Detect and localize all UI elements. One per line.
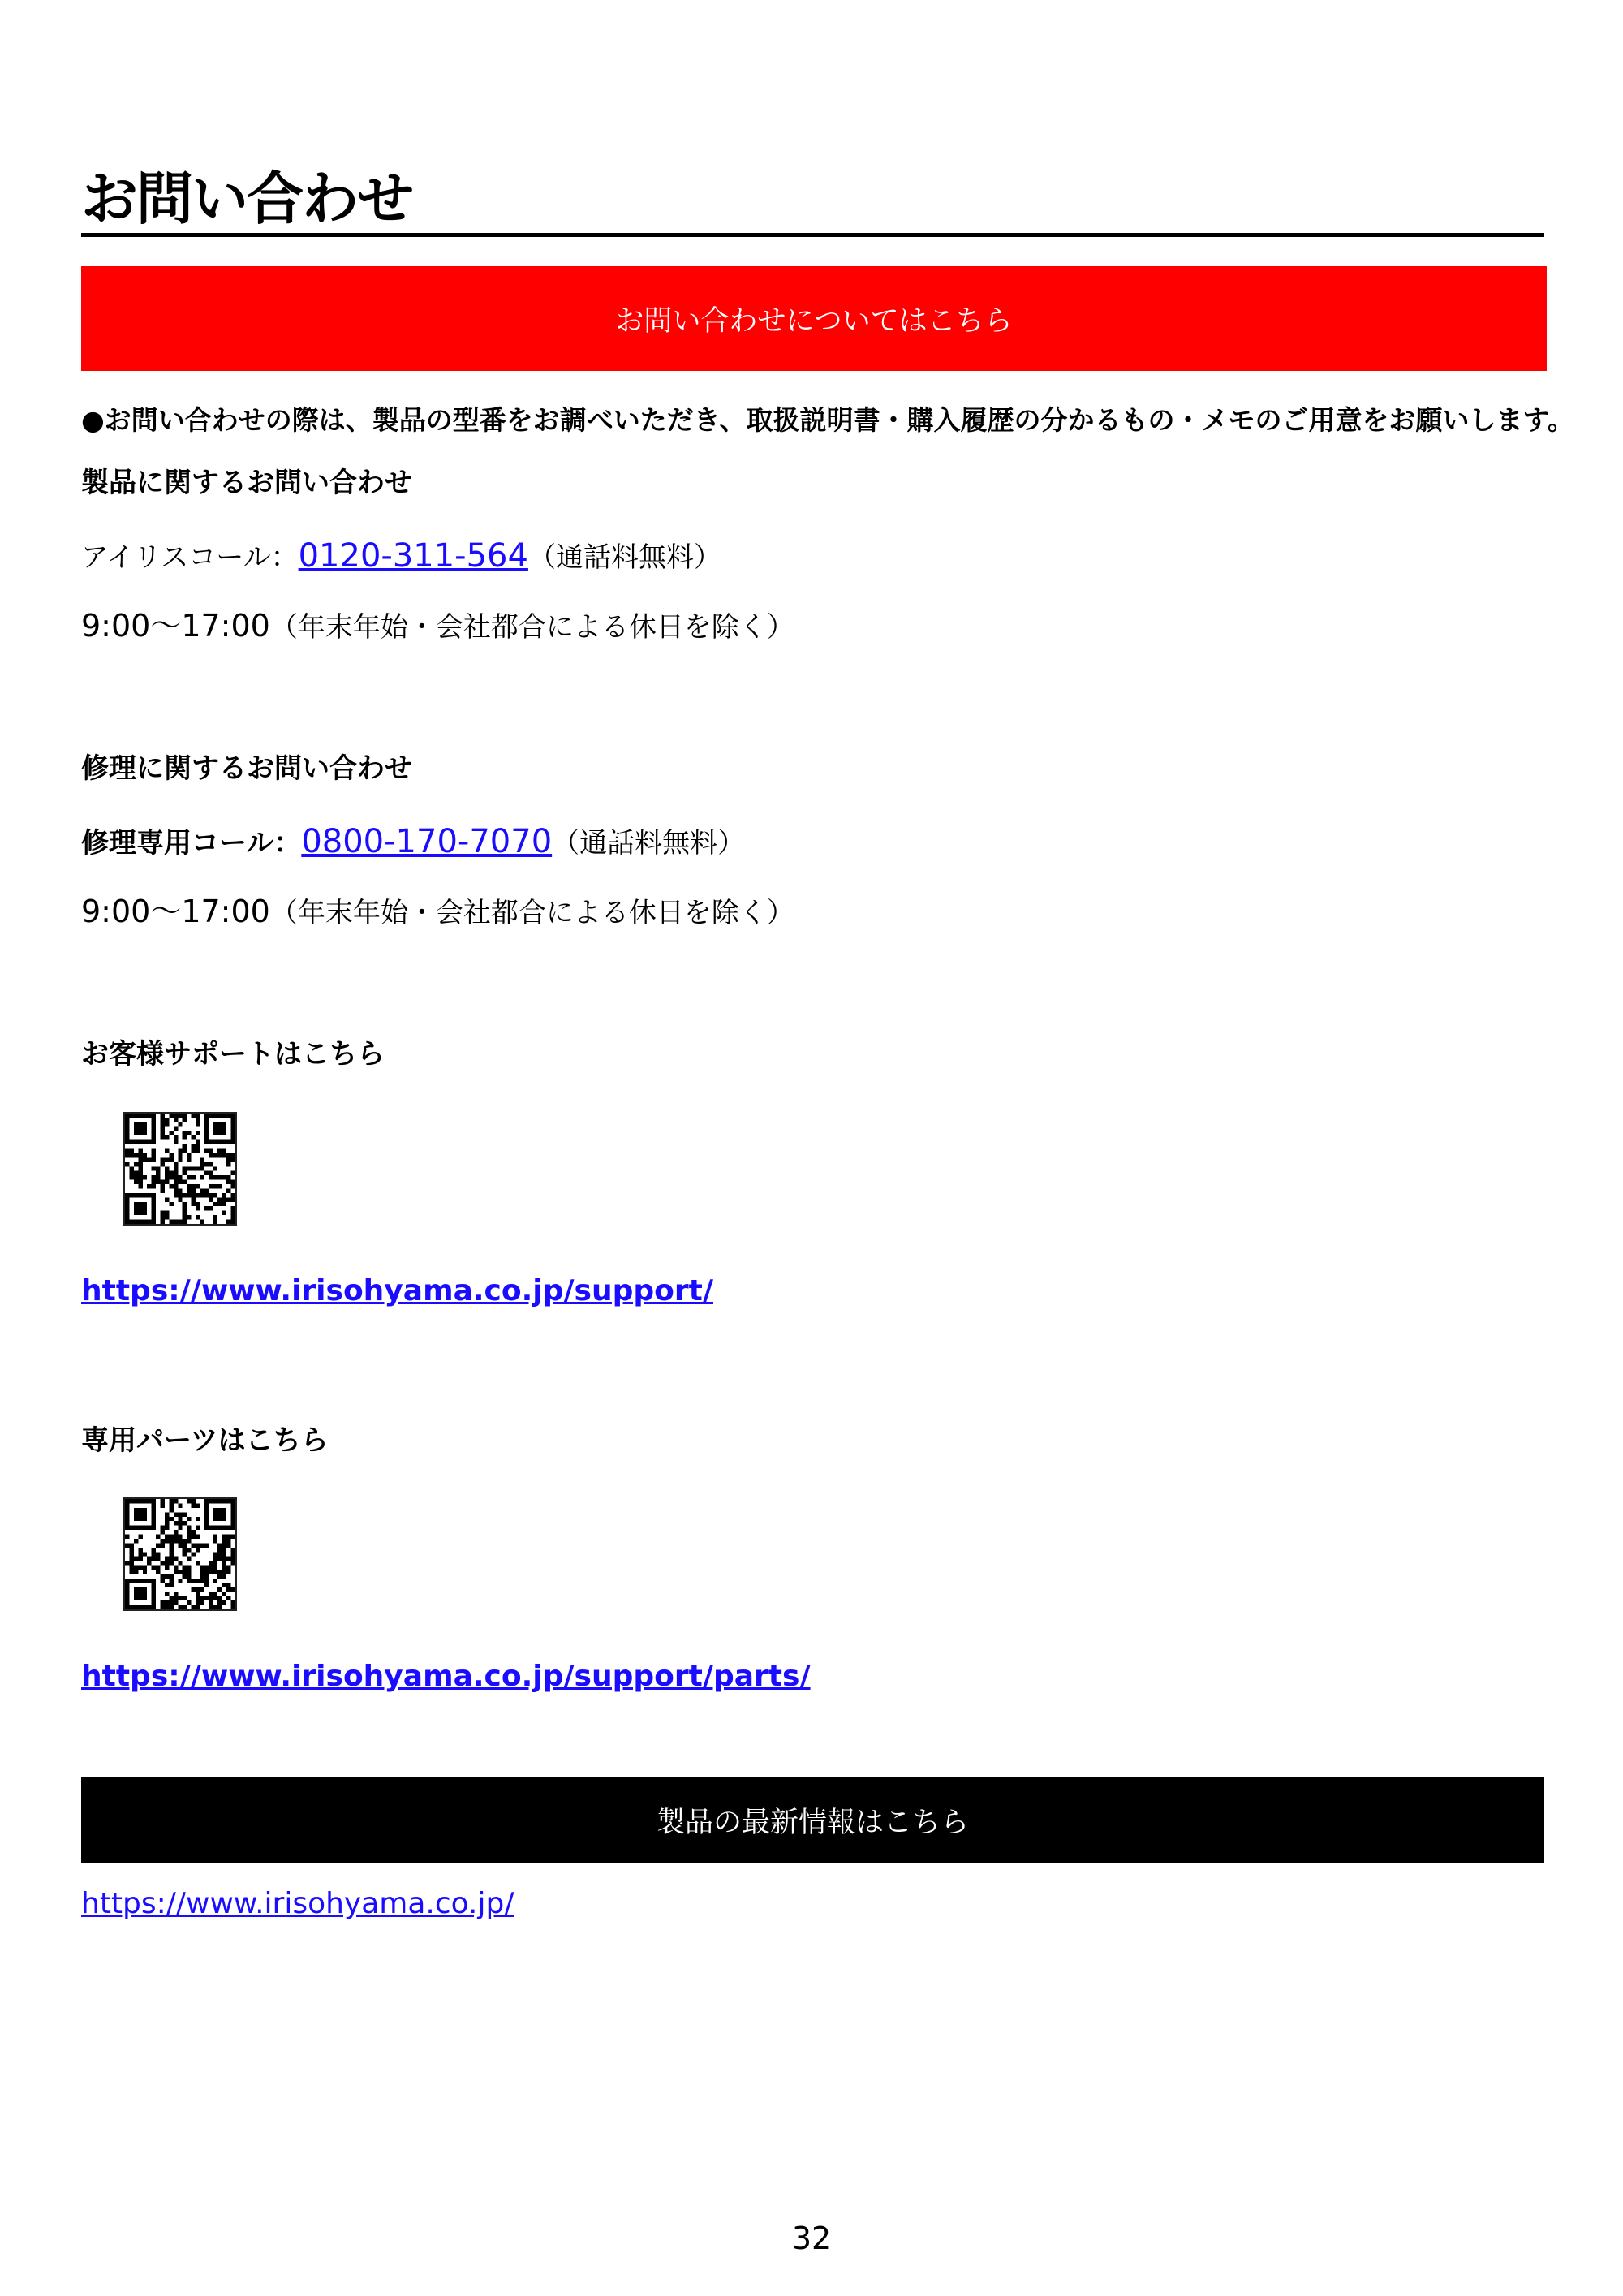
page-title: お問い合わせ bbox=[81, 166, 412, 232]
parts-heading: 専用パーツはこちら bbox=[81, 1424, 329, 1457]
product-call-label: アイリスコール： bbox=[81, 541, 299, 574]
home-url-link[interactable]: https://www.irisohyama.co.jp/ bbox=[81, 1887, 514, 1920]
repair-phone-link[interactable]: 0800-170-7070 bbox=[301, 823, 553, 860]
repair-hours: 9:00〜17:00 bbox=[81, 894, 270, 929]
product-inquiry-heading: 製品に関するお問い合わせ bbox=[81, 467, 412, 499]
repair-hours-note: （年末年始・会社都合による休日を除く） bbox=[269, 897, 794, 929]
parts-qr-icon bbox=[125, 1499, 235, 1609]
repair-inquiry-heading: 修理に関するお問い合わせ bbox=[81, 752, 412, 785]
product-call-line bbox=[81, 537, 721, 576]
support-qr-code bbox=[123, 1112, 237, 1226]
support-qr-icon bbox=[125, 1114, 235, 1224]
preparation-notice: ●お問い合わせの際は、製品の型番をお調べいただき、取扱説明書・購入履歴の分かるもの・メモのご用意をお願いします。 bbox=[81, 404, 1574, 436]
repair-fee-note: （通話料無料） bbox=[552, 827, 746, 859]
product-fee-note: （通話料無料） bbox=[527, 541, 721, 574]
contact-info-banner-label: お問い合わせについてはこちら bbox=[615, 304, 1013, 338]
parts-qr-code bbox=[123, 1497, 237, 1611]
product-hours: 9:00〜17:00 bbox=[81, 608, 270, 644]
page-number: 32 bbox=[791, 2221, 832, 2256]
repair-call-label: 修理専用コール： bbox=[81, 827, 302, 859]
product-hours-note: （年末年始・会社都合による休日を除く） bbox=[269, 611, 794, 644]
product-phone-link[interactable]: 0120-311-564 bbox=[298, 537, 528, 575]
contact-info-banner bbox=[81, 266, 1547, 371]
product-hours-line bbox=[81, 607, 794, 646]
latest-info-banner bbox=[81, 1777, 1544, 1863]
repair-hours-line bbox=[81, 893, 794, 932]
parts-url-link[interactable]: https://www.irisohyama.co.jp/support/parts/ bbox=[81, 1660, 811, 1693]
repair-call-line bbox=[81, 823, 745, 862]
latest-info-banner-label: 製品の最新情報はこちら bbox=[656, 1806, 969, 1839]
support-url-link[interactable]: https://www.irisohyama.co.jp/support/ bbox=[81, 1274, 713, 1307]
support-heading: お客様サポートはこちら bbox=[81, 1038, 385, 1070]
title-underline bbox=[81, 233, 1544, 237]
